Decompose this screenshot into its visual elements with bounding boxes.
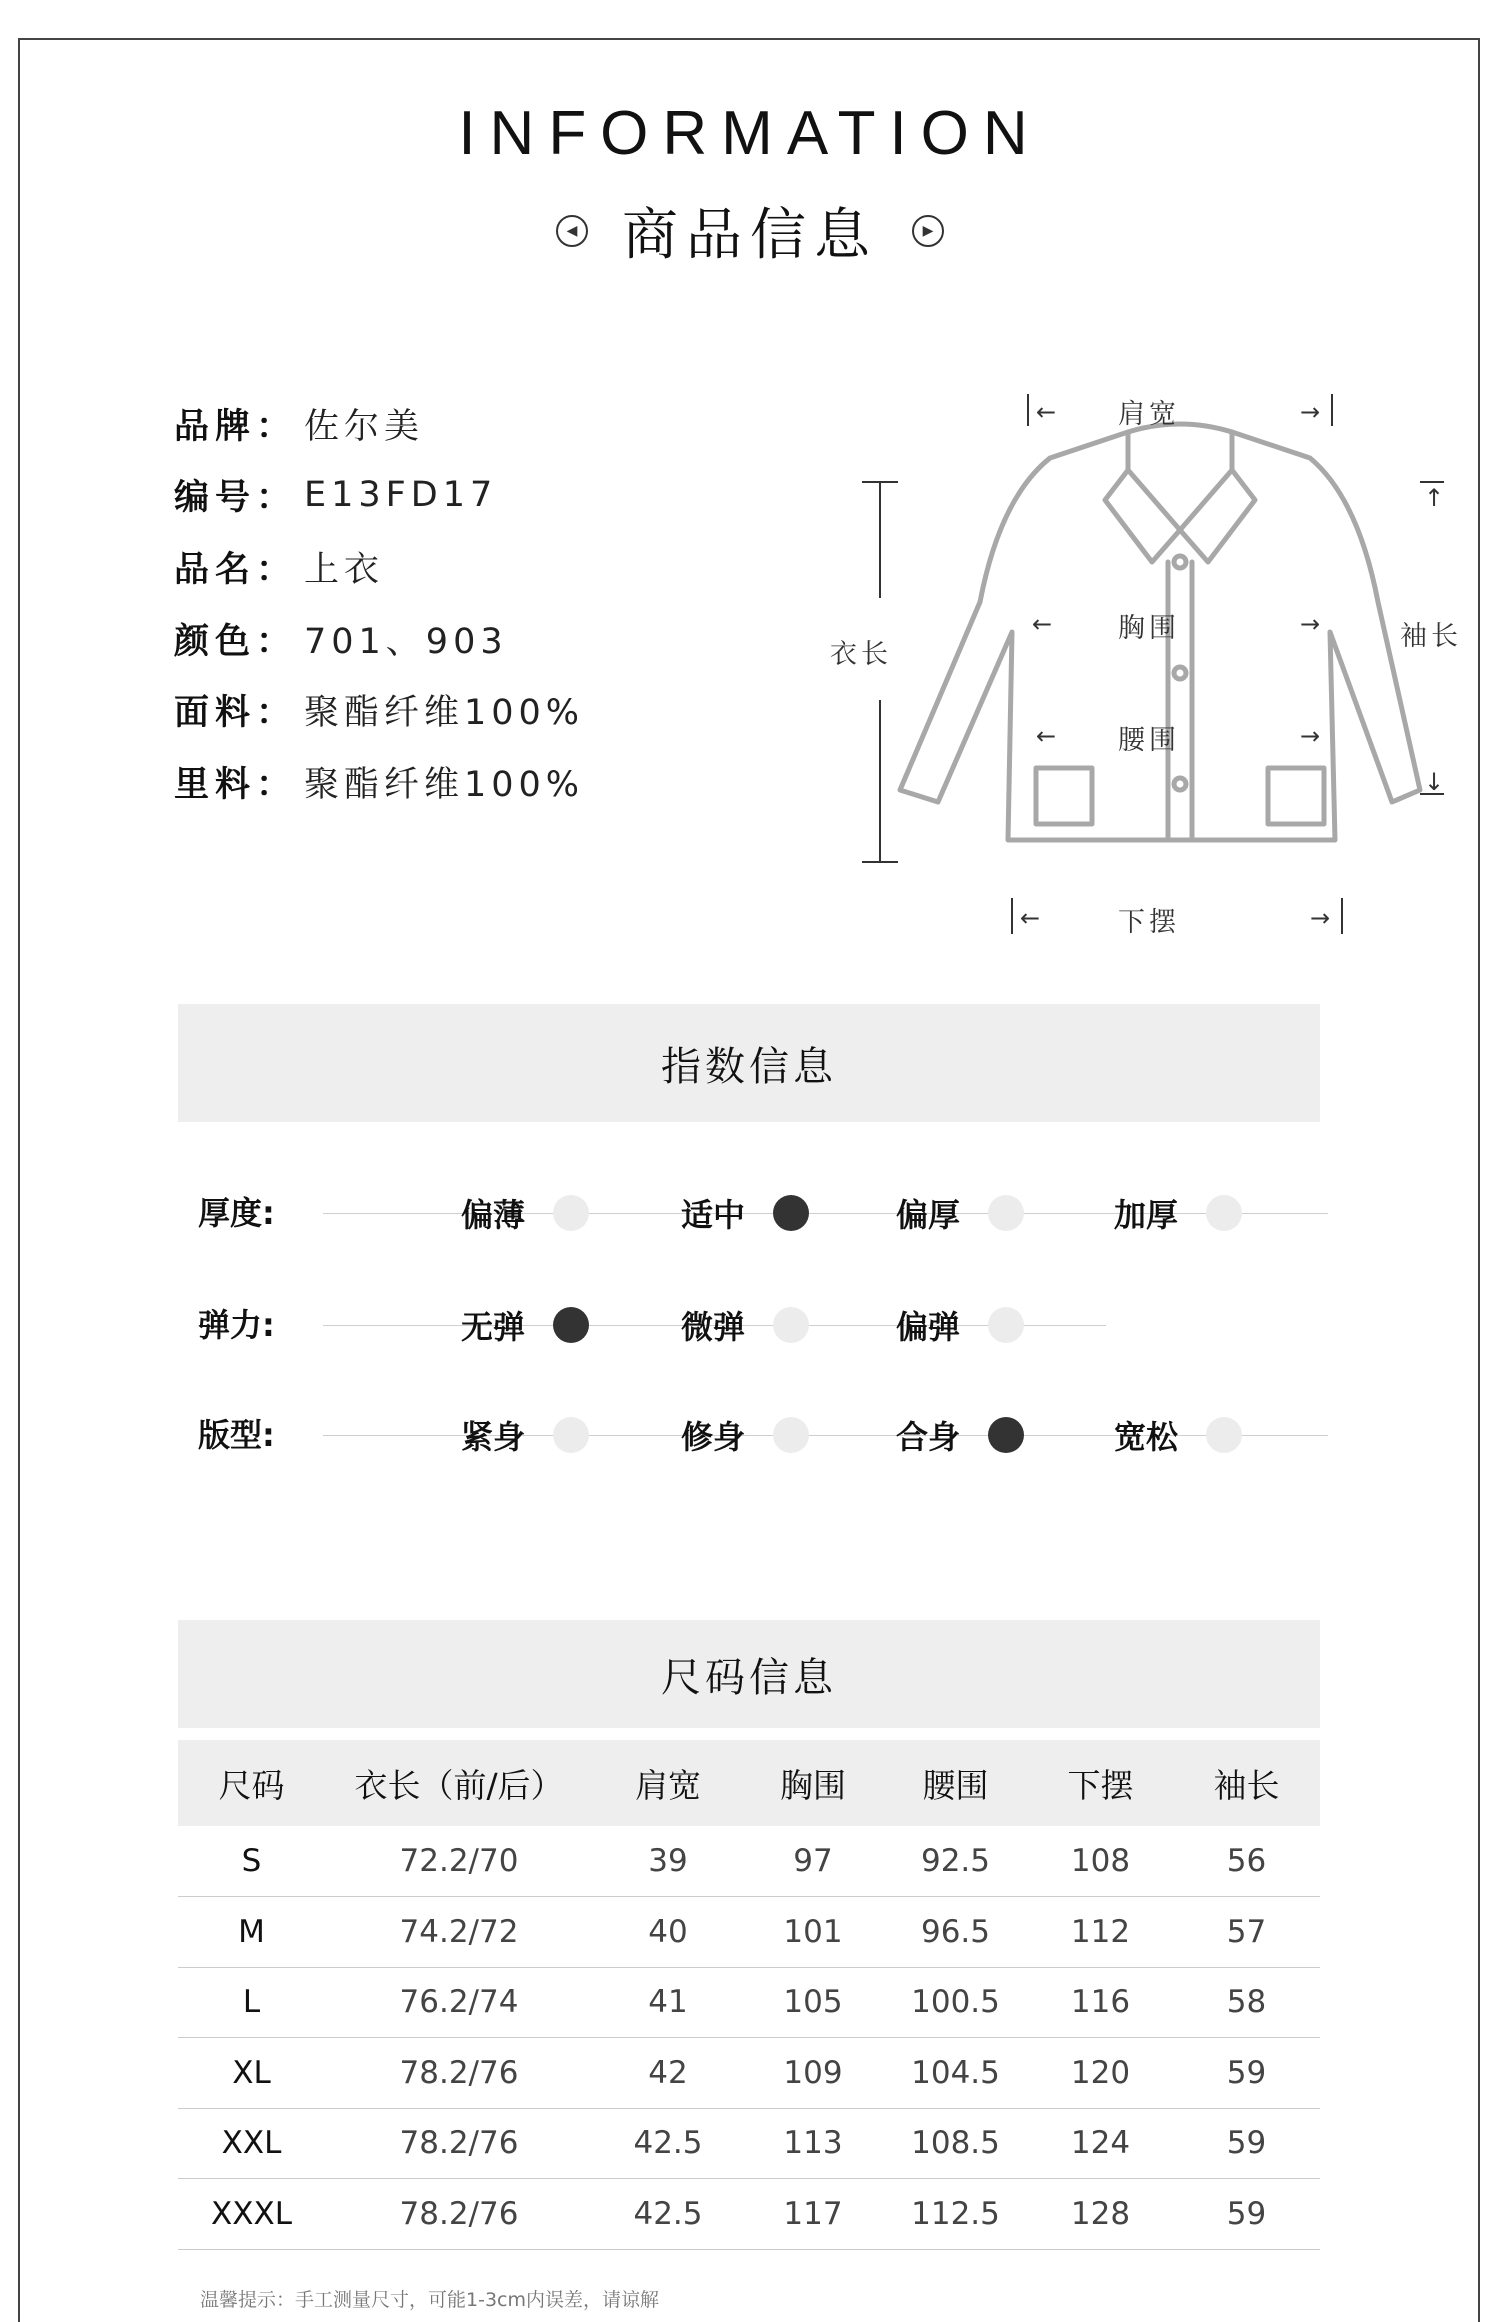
column-header: 下摆 xyxy=(1028,1740,1173,1826)
info-value: E13FD17 xyxy=(304,475,498,516)
rating-row-thickness xyxy=(198,1183,1328,1243)
arrow-left-icon: ← xyxy=(1036,722,1057,750)
rating-label: 厚度: xyxy=(198,1194,275,1232)
table-cell: 74.2/72 xyxy=(325,1897,593,1968)
option-label: 合身 xyxy=(896,1418,961,1456)
option-label: 宽松 xyxy=(1114,1418,1179,1456)
option-dot xyxy=(1206,1417,1242,1453)
info-label: 里料： xyxy=(174,764,298,805)
title-en: INFORMATION xyxy=(458,99,1042,168)
table-cell: S xyxy=(178,1826,325,1897)
option-dot-selected xyxy=(553,1307,589,1343)
table-cell: 40 xyxy=(593,1897,743,1968)
option-dot-selected xyxy=(773,1195,809,1231)
arrow-left-icon: ← xyxy=(1020,904,1041,932)
info-value: 701、903 xyxy=(304,621,508,662)
dim-sleeve: 袖长 xyxy=(1400,621,1462,652)
info-value: 上衣 xyxy=(304,549,385,590)
info-row-color xyxy=(174,603,584,675)
product-info-list xyxy=(174,388,584,818)
table-cell: 39 xyxy=(593,1826,743,1897)
rating-option xyxy=(681,1295,809,1355)
title-cn-group xyxy=(0,196,1500,266)
dim-waist: 腰围 xyxy=(1118,725,1180,756)
table-cell: XL xyxy=(178,2038,325,2109)
table-cell: 113 xyxy=(743,2108,883,2179)
measurement-note: 温馨提示：手工测量尺寸，可能1-3cm内误差，请谅解 xyxy=(200,2289,659,2311)
table-cell: 78.2/76 xyxy=(325,2179,593,2250)
info-value: 佐尔美 xyxy=(304,406,425,447)
column-header: 肩宽 xyxy=(593,1740,743,1826)
option-label: 偏弹 xyxy=(896,1308,961,1346)
arrow-right-icon: → xyxy=(1300,610,1321,638)
table-cell: 108.5 xyxy=(883,2108,1028,2179)
option-dot xyxy=(553,1417,589,1453)
info-row-name xyxy=(174,531,584,603)
rating-row-elasticity xyxy=(198,1295,1328,1355)
table-row xyxy=(178,2038,1320,2109)
rating-option xyxy=(461,1405,589,1465)
table-cell: 112 xyxy=(1028,1897,1173,1968)
option-label: 适中 xyxy=(681,1196,746,1234)
rating-option xyxy=(681,1183,809,1243)
table-cell: 92.5 xyxy=(883,1826,1028,1897)
table-cell: 59 xyxy=(1173,2108,1320,2179)
option-dot xyxy=(1206,1195,1242,1231)
info-row-fabric xyxy=(174,674,584,746)
rating-label: 版型: xyxy=(198,1416,275,1454)
circle-left-arrow-icon: ◀ xyxy=(556,215,588,247)
arrow-right-icon: → xyxy=(1300,398,1321,426)
rating-option xyxy=(896,1295,1024,1355)
option-dot xyxy=(988,1195,1024,1231)
table-cell: 100.5 xyxy=(883,1967,1028,2038)
arrow-down-icon: ↓ xyxy=(1424,768,1445,796)
info-row-code xyxy=(174,460,584,532)
dim-shoulder: 肩宽 xyxy=(1118,399,1180,430)
option-dot-selected xyxy=(988,1417,1024,1453)
rating-option xyxy=(1114,1183,1242,1243)
dim-chest: 胸围 xyxy=(1118,613,1180,644)
table-cell: 59 xyxy=(1173,2038,1320,2109)
rating-option xyxy=(461,1183,589,1243)
table-cell: 97 xyxy=(743,1826,883,1897)
option-label: 偏薄 xyxy=(461,1196,526,1234)
rating-option xyxy=(461,1295,589,1355)
option-dot xyxy=(773,1417,809,1453)
table-cell: 128 xyxy=(1028,2179,1173,2250)
info-label: 颜色： xyxy=(174,621,298,662)
column-header: 尺码 xyxy=(178,1740,325,1826)
size-table xyxy=(178,1740,1320,2250)
size-table-header xyxy=(178,1740,1320,1826)
table-cell: 101 xyxy=(743,1897,883,1968)
rating-option xyxy=(896,1183,1024,1243)
table-cell: 78.2/76 xyxy=(325,2108,593,2179)
arrow-up-icon: ↑ xyxy=(1424,484,1445,512)
table-cell: 56 xyxy=(1173,1826,1320,1897)
dim-length: 衣长 xyxy=(830,639,892,670)
index-section-title: 指数信息 xyxy=(178,1004,1320,1122)
arrow-right-icon: → xyxy=(1300,722,1321,750)
table-cell: 120 xyxy=(1028,2038,1173,2109)
table-cell: XXL xyxy=(178,2108,325,2179)
size-section-title: 尺码信息 xyxy=(178,1620,1320,1728)
info-label: 编号： xyxy=(174,478,298,519)
option-label: 偏厚 xyxy=(896,1196,961,1234)
table-cell: 108 xyxy=(1028,1826,1173,1897)
garment-diagram xyxy=(800,370,1480,940)
table-cell: 42.5 xyxy=(593,2179,743,2250)
info-label: 品名： xyxy=(174,549,298,590)
table-cell: 112.5 xyxy=(883,2179,1028,2250)
table-cell: 124 xyxy=(1028,2108,1173,2179)
column-header: 腰围 xyxy=(883,1740,1028,1826)
table-cell: 78.2/76 xyxy=(325,2038,593,2109)
dim-hem: 下摆 xyxy=(1118,907,1180,938)
table-row xyxy=(178,2108,1320,2179)
table-row xyxy=(178,2179,1320,2250)
table-row xyxy=(178,1967,1320,2038)
circle-right-arrow-icon: ▶ xyxy=(912,215,944,247)
table-cell: 41 xyxy=(593,1967,743,2038)
column-header: 衣长（前/后） xyxy=(325,1740,593,1826)
info-row-brand xyxy=(174,388,584,460)
arrow-left-icon: ← xyxy=(1036,398,1057,426)
table-cell: 109 xyxy=(743,2038,883,2109)
table-cell: 104.5 xyxy=(883,2038,1028,2109)
table-cell: 58 xyxy=(1173,1967,1320,2038)
rating-row-fit xyxy=(198,1405,1328,1465)
table-cell: 42 xyxy=(593,2038,743,2109)
option-label: 修身 xyxy=(681,1418,746,1456)
info-row-lining xyxy=(174,746,584,818)
table-cell: L xyxy=(178,1967,325,2038)
option-label: 无弹 xyxy=(461,1308,526,1346)
option-label: 紧身 xyxy=(461,1418,526,1456)
jacket-outline-icon xyxy=(800,370,1480,940)
info-label: 面料： xyxy=(174,693,298,734)
table-cell: 57 xyxy=(1173,1897,1320,1968)
option-label: 微弹 xyxy=(681,1308,746,1346)
table-cell: 116 xyxy=(1028,1967,1173,2038)
table-cell: XXXL xyxy=(178,2179,325,2250)
column-header: 胸围 xyxy=(743,1740,883,1826)
table-cell: 72.2/70 xyxy=(325,1826,593,1897)
table-row xyxy=(178,1897,1320,1968)
table-cell: 96.5 xyxy=(883,1897,1028,1968)
rating-option xyxy=(1114,1405,1242,1465)
table-cell: 42.5 xyxy=(593,2108,743,2179)
option-dot xyxy=(553,1195,589,1231)
option-dot xyxy=(773,1307,809,1343)
table-cell: 117 xyxy=(743,2179,883,2250)
title-cn: 商品信息 xyxy=(622,203,878,268)
info-label: 品牌： xyxy=(174,406,298,447)
rating-label: 弹力: xyxy=(198,1306,275,1344)
table-cell: M xyxy=(178,1897,325,1968)
table-cell: 105 xyxy=(743,1967,883,2038)
table-cell: 59 xyxy=(1173,2179,1320,2250)
rating-option xyxy=(681,1405,809,1465)
info-value: 聚酯纤维100% xyxy=(304,764,585,805)
option-label: 加厚 xyxy=(1114,1196,1179,1234)
info-value: 聚酯纤维100% xyxy=(304,693,585,734)
arrow-right-icon: → xyxy=(1310,904,1331,932)
arrow-left-icon: ← xyxy=(1032,610,1053,638)
column-header: 袖长 xyxy=(1173,1740,1320,1826)
rating-option xyxy=(896,1405,1024,1465)
table-row xyxy=(178,1826,1320,1897)
option-dot xyxy=(988,1307,1024,1343)
table-cell: 76.2/74 xyxy=(325,1967,593,2038)
